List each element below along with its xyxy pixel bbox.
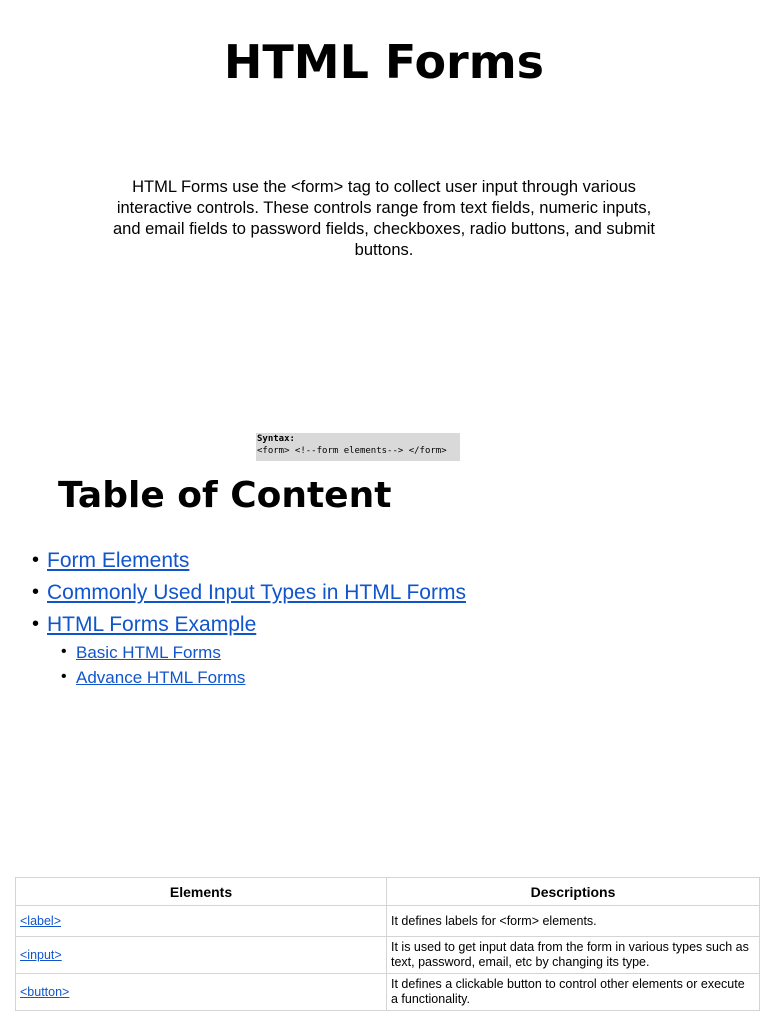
intro-paragraph: HTML Forms use the <form> tag to collect user input through various interactive controls. These controls range from text fields, numeric inputs, and email fields to password fields, checkboxes, radio buttons, and submit buttons. xyxy=(112,178,656,259)
description-cell: It defines labels for <form> elements. xyxy=(387,906,760,937)
element-link-label[interactable]: <label> xyxy=(20,913,62,928)
element-cell xyxy=(16,906,387,937)
elements-table xyxy=(15,877,760,1011)
syntax-box xyxy=(256,433,460,461)
element-cell xyxy=(16,937,387,974)
table-row xyxy=(16,974,760,1011)
toc-link-basic-forms[interactable]: Basic HTML Forms xyxy=(76,643,221,662)
element-cell xyxy=(16,974,387,1011)
toc-link-input-types[interactable]: Commonly Used Input Types in HTML Forms xyxy=(47,581,466,604)
bullet-icon: • xyxy=(61,668,67,685)
column-header-elements: Elements xyxy=(16,878,387,906)
element-link-input[interactable]: <input> xyxy=(20,947,62,962)
table-row xyxy=(16,906,760,937)
bullet-icon: • xyxy=(32,613,40,635)
toc-link-forms-example[interactable]: HTML Forms Example xyxy=(47,613,257,636)
element-link-button[interactable]: <button> xyxy=(20,984,70,999)
bullet-icon: • xyxy=(32,549,40,571)
toc-link-form-elements[interactable]: Form Elements xyxy=(47,549,190,572)
table-row xyxy=(16,937,760,974)
syntax-label: Syntax: xyxy=(257,434,295,444)
toc-link-advance-forms[interactable]: Advance HTML Forms xyxy=(76,668,246,687)
description-cell: It is used to get input data from the form in various types such as text, password, email, etc by changing its type. xyxy=(387,937,760,974)
column-header-descriptions: Descriptions xyxy=(387,878,760,906)
bullet-icon: • xyxy=(32,581,40,603)
bullet-icon: • xyxy=(61,643,67,660)
page-title: HTML Forms xyxy=(223,35,545,89)
syntax-code: <form> <!--form elements--> </form> xyxy=(257,446,447,456)
table-header-row xyxy=(16,878,760,906)
description-cell: It defines a clickable button to control other elements or execute a functionality. xyxy=(387,974,760,1011)
toc-title: Table of Content xyxy=(58,475,392,516)
